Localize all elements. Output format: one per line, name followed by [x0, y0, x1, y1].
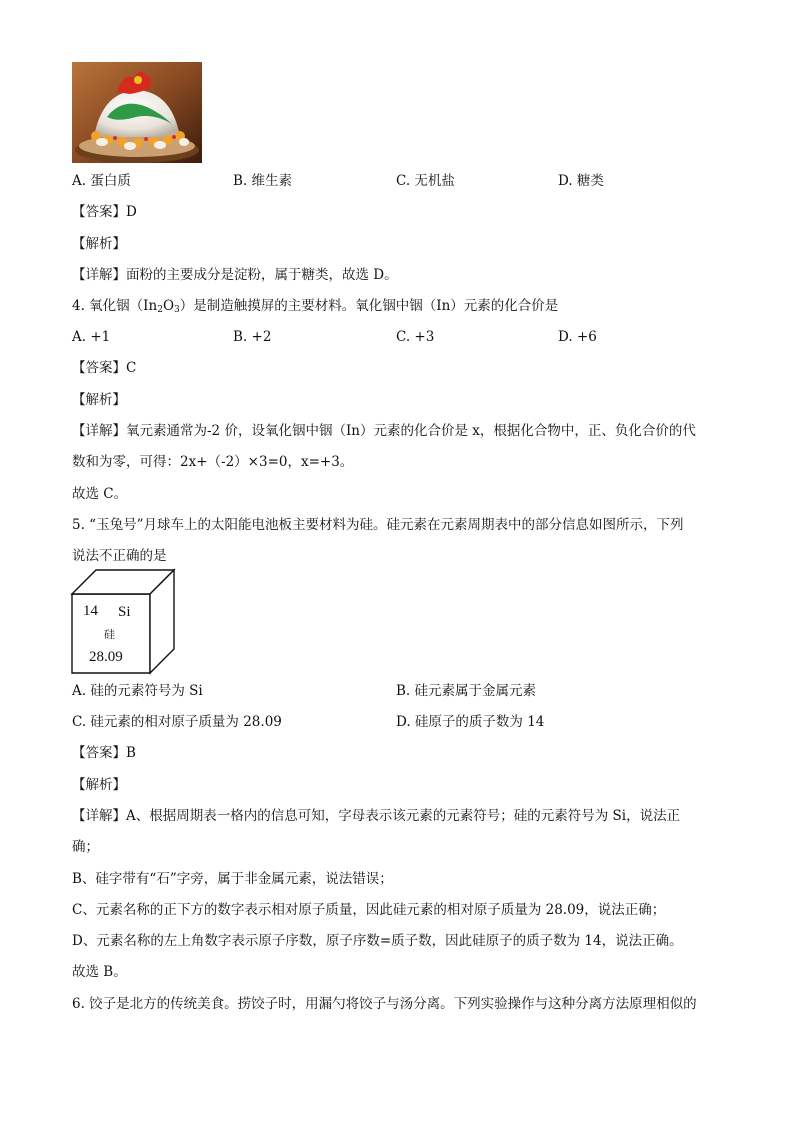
- q3-analysis-label: 【解析】: [72, 236, 126, 252]
- dough-sculpture-photo: [72, 62, 202, 163]
- q4-stem-part-mid: O: [162, 298, 175, 314]
- q4-option-d: D. +6: [558, 329, 597, 345]
- q5-detail-line-3: B、硅字带有“石”字旁，属于非金属元素，说法错误；: [72, 871, 393, 887]
- q5-stem-line-2: 说法不正确的是: [72, 548, 167, 564]
- element-atomic-mass: 28.09: [89, 649, 123, 665]
- q5-answer: 【答案】B: [72, 745, 136, 761]
- q4-conclusion: 故选 C。: [72, 486, 128, 502]
- q5-detail-line-1: 【详解】A、根据周期表一格内的信息可知，字母表示该元素的元素符号；硅的元素符号为 Si，说法正: [72, 808, 681, 824]
- q3-option-d: D. 糖类: [558, 173, 604, 189]
- q5-stem-line-1: 5. “玉兔号”月球车上的太阳能电池板主要材料为硅。硅元素在元素周期表中的部分信息如图所示，下列: [72, 517, 684, 533]
- q4-option-c: C. +3: [396, 329, 435, 345]
- element-name: 硅: [104, 628, 115, 641]
- element-symbol: Si: [118, 604, 131, 620]
- q4-analysis-label: 【解析】: [72, 392, 126, 408]
- q5-detail-line-5: D、元素名称的左上角数字表示原子序数，原子序数=质子数，因此硅原子的质子数为 14，说法正确。: [72, 933, 683, 949]
- q5-detail-line-4: C、元素名称的正下方的数字表示相对原子质量，因此硅元素的相对原子质量为 28.09，说法正确；: [72, 902, 666, 918]
- q3-option-b: B. 维生素: [233, 173, 293, 189]
- q4-option-b: B. +2: [233, 329, 272, 345]
- q3-answer: 【答案】D: [72, 204, 137, 220]
- q3-option-a: A. 蛋白质: [72, 173, 131, 189]
- q4-stem-part-a: 4. 氧化铟（In: [72, 298, 158, 314]
- q3-option-c: C. 无机盐: [396, 173, 455, 189]
- q4-stem: [72, 296, 558, 320]
- q5-option-b: B. 硅元素属于金属元素: [396, 683, 537, 699]
- q4-detail-line-1: 【详解】氧元素通常为-2 价，设氧化铟中铟（In）元素的化合价是 x，根据化合物中，正、负化合价的代: [72, 423, 696, 439]
- q3-detail: 【详解】面粉的主要成分是淀粉，属于糖类，故选 D。: [72, 267, 398, 283]
- q4-detail-line-2: 数和为零，可得：2x+（-2）×3=0，x=+3。: [72, 454, 354, 470]
- q4-stem-part-b: ）是制造触摸屏的主要材料。氧化铟中铟（In）元素的化合价是: [179, 298, 559, 314]
- q5-analysis-label: 【解析】: [72, 777, 126, 793]
- q6-stem-line-1: 6. 饺子是北方的传统美食。捞饺子时，用漏勺将饺子与汤分离。下列实验操作与这种分离方法原理相似的: [72, 996, 697, 1012]
- periodic-cell-box-drawing: [70, 568, 176, 675]
- q4-stem-sub1: 2: [157, 305, 163, 315]
- q5-option-d: D. 硅原子的质子数为 14: [396, 714, 545, 730]
- periodic-table-cell-silicon: [70, 568, 176, 675]
- q5-detail-line-2: 确；: [72, 839, 99, 855]
- q5-conclusion: 故选 B。: [72, 964, 127, 980]
- q5-option-a: A. 硅的元素符号为 Si: [72, 683, 203, 699]
- q4-stem-sub2: 3: [174, 305, 180, 315]
- q5-option-c: C. 硅元素的相对原子质量为 28.09: [72, 714, 282, 730]
- q4-answer: 【答案】C: [72, 360, 137, 376]
- element-atomic-number: 14: [83, 603, 98, 619]
- q4-option-a: A. +1: [72, 329, 111, 345]
